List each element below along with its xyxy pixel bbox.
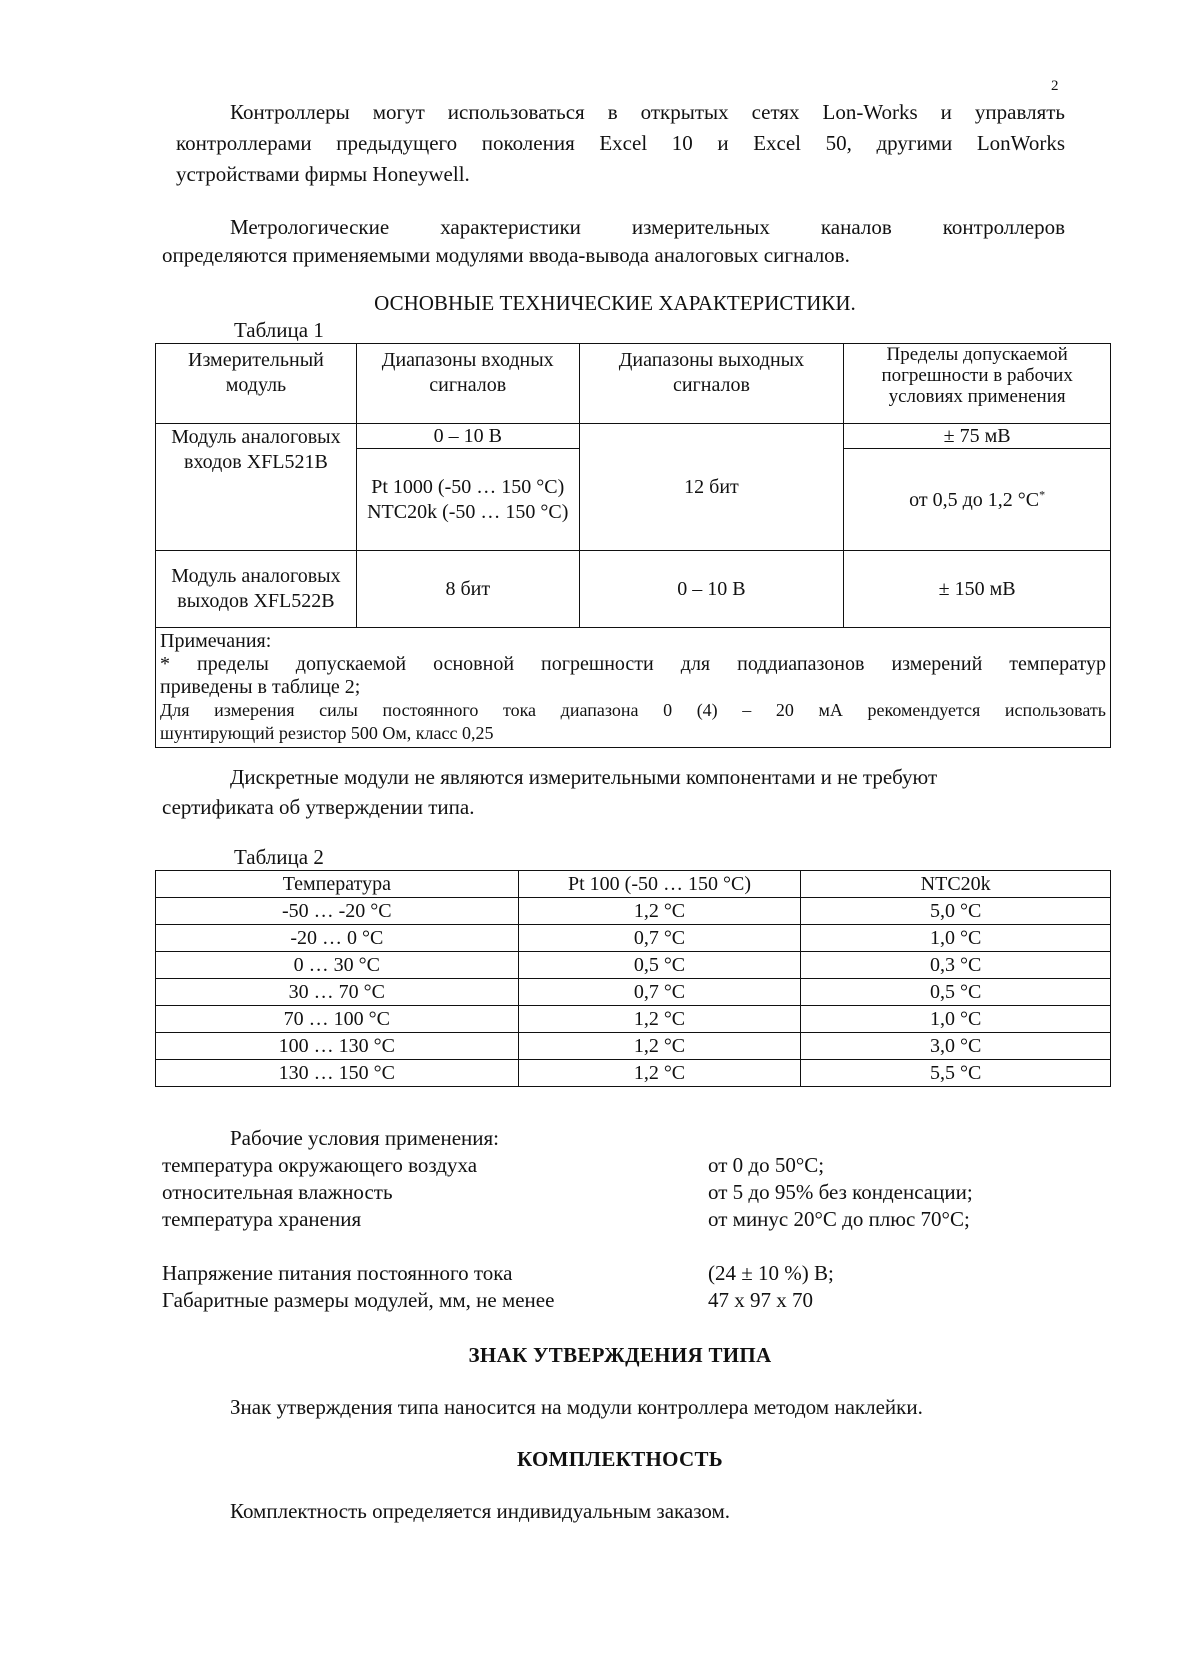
power-label: Напряжение питания постоянного тока [162, 1261, 513, 1285]
table-row [156, 898, 1111, 925]
table1-row2-error: ± 150 мВ [844, 551, 1111, 628]
table2-cell-ntc20k: 1,0 °С [801, 925, 1111, 952]
table1-row1-input-voltage: 0 – 10 В [356, 424, 579, 449]
table2-cell-pt100: 0,5 °С [518, 952, 801, 979]
intro-para1-line2: контроллерами предыдущего поколения Excel 10 и Excel 50, другими LonWorks [176, 131, 1065, 155]
condition-label: относительная влажность [162, 1180, 393, 1204]
table1-header-inputs: Диапазоны входных сигналов [356, 344, 579, 424]
approval-text: Знак утверждения типа наносится на модули контроллера методом наклейки. [230, 1395, 923, 1419]
table1-row1-error-temp: от 0,5 до 1,2 °С [909, 488, 1040, 511]
intro-para1-line1: Контроллеры могут использоваться в открытых сетях Lon-Works и управлять [230, 100, 1065, 124]
size-value: 47 х 97 х 70 [708, 1288, 813, 1312]
table2-cell-pt100: 1,2 °С [518, 1060, 801, 1087]
table2-cell-pt100: 0,7 °С [518, 925, 801, 952]
table2 [155, 870, 1111, 1087]
table-row [156, 925, 1111, 952]
table1-row1-error-voltage: ± 75 мВ [844, 424, 1111, 449]
table1-header-module: Измерительный модуль [156, 344, 357, 424]
table2-cell-range: 0 … 30 °С [156, 952, 519, 979]
table2-cell-pt100: 1,2 °С [518, 898, 801, 925]
table1-note-line4: шунтирующий резистор 500 Ом, класс 0,25 [160, 723, 494, 743]
size-label: Габаритные размеры модулей, мм, не менее [162, 1288, 555, 1312]
table2-caption: Таблица 2 [234, 845, 324, 869]
table1 [155, 343, 1111, 748]
table1-row1-module: Модуль аналоговых входов XFL521B [156, 424, 357, 551]
approval-heading: ЗНАК УТВЕРЖДЕНИЯ ТИПА [468, 1343, 772, 1367]
table-row [156, 952, 1111, 979]
table1-header-outputs: Диапазоны выходных сигналов [579, 344, 844, 424]
table1-notes [156, 628, 1111, 748]
table2-cell-range: 130 … 150 °С [156, 1060, 519, 1087]
power-value: (24 ± 10 %) В; [708, 1261, 834, 1285]
table1-note-line1: * пределы допускаемой основной погрешности для поддиапазонов измерений температур [160, 653, 1106, 675]
table2-cell-ntc20k: 0,3 °С [801, 952, 1111, 979]
section-title: ОСНОВНЫЕ ТЕХНИЧЕСКИЕ ХАРАКТЕРИСТИКИ. [374, 291, 856, 315]
table2-cell-pt100: 0,7 °С [518, 979, 801, 1006]
condition-label: температура хранения [162, 1207, 362, 1231]
table1-row1-output: 12 бит [579, 424, 844, 551]
table2-cell-pt100: 1,2 °С [518, 1006, 801, 1033]
table2-cell-ntc20k: 1,0 °С [801, 1006, 1111, 1033]
table-row [156, 1006, 1111, 1033]
conditions-title: Рабочие условия применения: [230, 1126, 499, 1150]
table-row [156, 1060, 1111, 1087]
table1-header-error: Пределы допускаемой погрешности в рабочих условиях применения [844, 344, 1111, 424]
table2-cell-ntc20k: 0,5 °С [801, 979, 1111, 1006]
table1-note-line3: Для измерения силы постоянного тока диапазона 0 (4) – 20 мА рекомендуется использовать [160, 700, 1106, 720]
intro-para1-line3: устройствами фирмы Honeywell. [176, 162, 470, 186]
table2-cell-ntc20k: 5,0 °С [801, 898, 1111, 925]
page-number: 2 [1051, 78, 1059, 94]
condition-label: температура окружающего воздуха [162, 1153, 478, 1177]
table2-header-temperature: Температура [156, 871, 519, 898]
table1-footnote-marker: * [1039, 486, 1046, 501]
condition-value: от 0 до 50°С; [708, 1153, 825, 1177]
table2-cell-range: 30 … 70 °С [156, 979, 519, 1006]
table2-cell-ntc20k: 5,5 °С [801, 1060, 1111, 1087]
table1-row2-output: 0 – 10 В [579, 551, 844, 628]
table2-cell-range: 70 … 100 °С [156, 1006, 519, 1033]
condition-value: от 5 до 95% без конденсации; [708, 1180, 973, 1204]
completeness-text: Комплектность определяется индивидуальным заказом. [230, 1499, 731, 1523]
table-row [156, 979, 1111, 1006]
table2-cell-pt100: 1,2 °С [518, 1033, 801, 1060]
table2-header-pt100: Pt 100 (-50 … 150 °С) [518, 871, 801, 898]
discrete-line1: Дискретные модули не являются измерительными компонентами и не требуют [230, 765, 938, 789]
table2-cell-range: -20 … 0 °С [156, 925, 519, 952]
table1-row1-input-temp: Pt 1000 (-50 … 150 °С) NTC20k (-50 … 150 °С) [356, 449, 579, 551]
table2-cell-range: -50 … -20 °С [156, 898, 519, 925]
table1-note-line2: приведены в таблице 2; [160, 676, 361, 698]
intro-para2-line1: Метрологические характеристики измерительных каналов контроллеров [230, 215, 1065, 239]
table1-row1-error-temp-cell [844, 449, 1111, 551]
table2-header-ntc20k: NTC20k [801, 871, 1111, 898]
discrete-line2: сертификата об утверждении типа. [162, 795, 475, 819]
table1-row2-module: Модуль аналоговых выходов XFL522B [156, 551, 357, 628]
table-row [156, 1033, 1111, 1060]
condition-value: от минус 20°С до плюс 70°С; [708, 1207, 970, 1231]
table1-notes-title: Примечания: [160, 630, 272, 652]
table1-caption: Таблица 1 [234, 318, 324, 342]
table2-cell-ntc20k: 3,0 °С [801, 1033, 1111, 1060]
completeness-heading: КОМПЛЕКТНОСТЬ [517, 1447, 723, 1471]
intro-para2-line2: определяются применяемыми модулями ввода-вывода аналоговых сигналов. [162, 243, 850, 267]
table2-cell-range: 100 … 130 °С [156, 1033, 519, 1060]
table1-row2-input: 8 бит [356, 551, 579, 628]
